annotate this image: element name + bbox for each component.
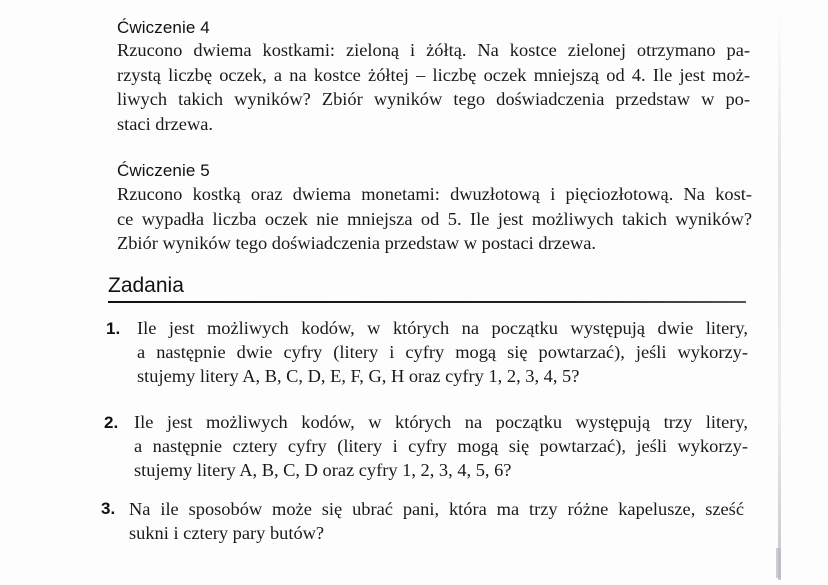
task-3-number: 3. bbox=[101, 499, 116, 518]
task-1-line-2: a następnie dwie cyfry (litery i cyfry mogą się powtarzać), jeśli wykorzy- bbox=[137, 342, 748, 362]
exercise-4-line-1: Rzucono dwiema kostkami: zieloną i żółtą. Na kostce zielonej otrzymano pa- bbox=[117, 40, 750, 60]
task-1-text bbox=[137, 316, 748, 388]
page-edge-mark bbox=[776, 548, 781, 578]
exercise-5-text bbox=[117, 182, 752, 256]
task-3-line-2: sukni i cztery pary butów? bbox=[129, 523, 325, 543]
exercise-5-line-2: ce wypadła liczba oczek nie mniejsza od 5. Ile jest możliwych takich wyników? bbox=[117, 208, 752, 229]
exercise-5-title: Ćwiczenie 5 bbox=[117, 161, 210, 180]
section-divider bbox=[108, 301, 746, 303]
exercise-5-line-1: Rzucono kostką oraz dwiema monetami: dwuzłotową i pięciozłotową. Na kost- bbox=[117, 184, 752, 204]
exercise-4-line-4: staci drzewa. bbox=[117, 113, 213, 134]
section-title: Zadania bbox=[108, 274, 184, 297]
task-2-text bbox=[134, 410, 748, 482]
exercise-4-line-3: liwych takich wyników? Zbiór wyników tego doświadczenia przedstaw w po- bbox=[117, 89, 750, 109]
task-3-line-1: Na ile sposobów może się ubrać pani, która ma trzy różne kapelusze, sześć bbox=[129, 499, 744, 519]
task-1-number: 1. bbox=[106, 319, 121, 338]
exercise-4-line-2: rzystą liczbę oczek, a na kostce żółtej – liczbę oczek mniejszą od 4. Ile jest moż- bbox=[117, 64, 750, 85]
exercise-5-line-3: Zbiór wyników tego doświadczenia przedstaw w postaci drzewa. bbox=[117, 233, 597, 253]
task-3-text bbox=[129, 497, 744, 545]
task-2-line-3: stujemy litery A, B, C, D oraz cyfry 1, 2, 3, 4, 5, 6? bbox=[134, 460, 512, 480]
task-2-number: 2. bbox=[104, 413, 119, 432]
task-2-line-1: Ile jest możliwych kodów, w których na początku występują trzy litery, bbox=[134, 412, 748, 432]
exercise-4-text bbox=[117, 38, 750, 136]
task-1-line-1: Ile jest możliwych kodów, w których na początku występują dwie litery, bbox=[137, 318, 748, 338]
exercise-4-title: Ćwiczenie 4 bbox=[117, 18, 210, 37]
task-2-line-2: a następnie cztery cyfry (litery i cyfry mogą się powtarzać), jeśli wykorzy- bbox=[134, 436, 748, 456]
task-1-line-3: stujemy litery A, B, C, D, E, F, G, H oraz cyfry 1, 2, 3, 4, 5? bbox=[137, 366, 580, 386]
page-edge-shadow bbox=[778, 10, 781, 580]
